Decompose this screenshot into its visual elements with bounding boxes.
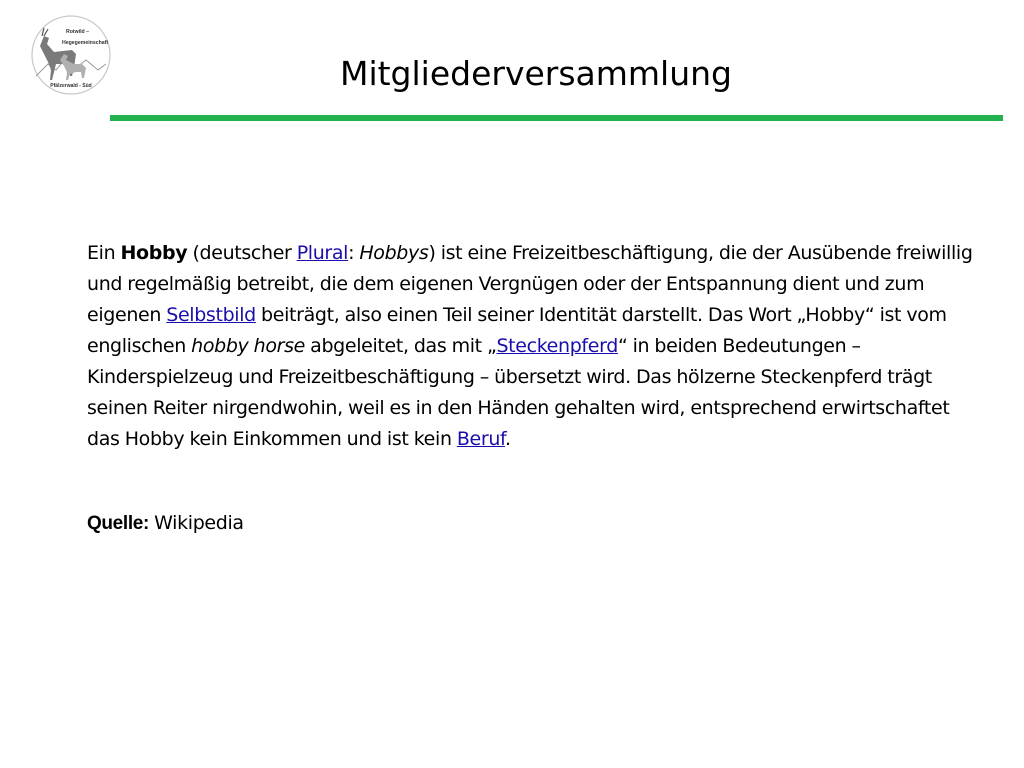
- source-label: Quelle:: [87, 513, 149, 534]
- logo-text-2: Hegegemeinschaft: [62, 40, 109, 46]
- paragraph-text: .: [504, 428, 511, 450]
- main-content: [87, 238, 987, 539]
- logo-text-3: Pfälzerwald - Süd: [50, 83, 92, 89]
- page-title: Mitgliederversammlung: [339, 54, 733, 93]
- link-beruf[interactable]: Beruf: [456, 428, 505, 450]
- link-steckenpferd[interactable]: Steckenpferd: [496, 335, 618, 357]
- source-value: Wikipedia: [148, 512, 244, 534]
- link-selbstbild[interactable]: Selbstbild: [166, 304, 256, 326]
- link-plural[interactable]: Plural: [296, 242, 349, 264]
- logo-text-1: Rotwild –: [66, 29, 90, 35]
- title-divider: [110, 115, 1003, 121]
- paragraph-text: ) ist eine Freizeitbeschäftigung, die der Ausübende freiwillig und regelmäßig betreibt, die dem eigenen Vergnügen oder der Entspannung dient und zum eigenen: [87, 242, 973, 326]
- paragraph-text: Ein: [87, 242, 121, 264]
- paragraph-text: “ in beiden Bedeutungen – Kinderspielzeug und Freizeitbeschäftigung – übersetzt wird. Das hölzerne Steckenpferd trägt seinen Reiter nirgendwohin, weil es in den Händen gehalten wird, entsprechend erwirtschaftet das Hobby kein Einkommen und ist kein: [87, 335, 950, 450]
- paragraph-text: beiträgt, also einen Teil seiner Identität darstellt. Das Wort „Hobby“ ist vom englischen: [87, 304, 947, 357]
- paragraph-text: (deutscher: [187, 242, 297, 264]
- paragraph-text: :: [348, 242, 360, 264]
- paragraph-text: abgeleitet, das mit „: [304, 335, 497, 357]
- hobby-paragraph: [87, 238, 987, 455]
- source-line: [87, 508, 987, 539]
- paragraph-bold-term: Hobby: [120, 242, 188, 264]
- paragraph-italic-term: Hobbys: [359, 242, 429, 264]
- paragraph-italic-term: hobby horse: [191, 335, 305, 357]
